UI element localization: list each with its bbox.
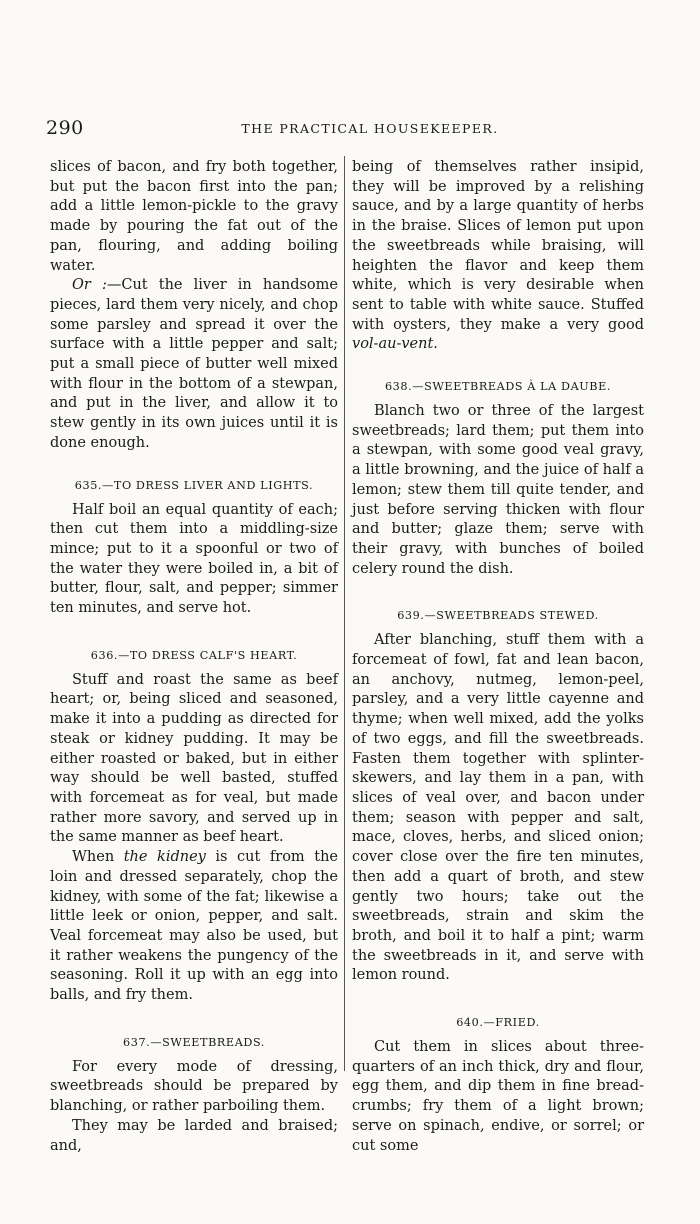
- recipe-body-637a: For every mode of dressing, sweetbreads should be prepared by blanching, or rather parboiling them.: [50, 1058, 338, 1115]
- running-head: THE PRACTICAL HOUSEKEEPER.: [241, 121, 499, 136]
- right-column: [352, 158, 644, 1156]
- recipe-body-637b: They may be larded and braised; and,: [50, 1117, 338, 1154]
- paragraph-continued-right: [352, 158, 644, 355]
- recipe-body-640: Cut them in slices about three-quarters of an inch thick, dry and flour, egg them, and dip them in fine bread-crumbs; fry them of a light brown; serve on spinach, endive, or sorrel; or cut some: [352, 1039, 644, 1154]
- sweetbreads-text: being of themselves rather insipid, they will be improved by a relishing sauce, and by a large quantity of herbs in the braise. Slices of lemon put upon the sweetbreads while braising, will heighten the flavor and keep them white, which is very desirable when sent to table with white sauce. Stuffed with oysters, they make a very good: [352, 159, 644, 333]
- kidney-rest: is cut from the loin and dressed separately, chop the kidney, with some of the fat; likewise a little leek or onion, pepper, and salt. Veal forcemeat may also be used, but it rather weakens the pungency of the seasoning. Roll it up with an egg into balls, and fry them.: [50, 849, 338, 1004]
- vol-au-vent-italic: vol-au-vent.: [352, 336, 438, 353]
- kidney-italic: the kidney: [123, 849, 206, 866]
- left-column: [50, 158, 338, 1156]
- recipe-body-636b: [50, 848, 338, 1006]
- paragraph-or: [50, 276, 338, 453]
- recipe-body-635: Half boil an equal quantity of each; then cut them into a middling-size mince; put to it a spoonful or two of the water they were boiled in, a bit of butter, flour, salt, and pepper; simmer ten minutes, and serve hot.: [50, 501, 338, 617]
- column-divider: [344, 156, 345, 1071]
- recipe-heading-639: 639.—SWEETBREADS STEWED.: [397, 609, 599, 623]
- recipe-heading-638: 638.—SWEETBREADS À LA DAUBE.: [384, 380, 612, 394]
- or-body: Cut the liver in handsome pieces, lard them very nicely, and chop some parsley and spread it over the surface with a little pepper and salt; put a small piece of butter well mixed with flour in the bottom of a stewpan, and put in the liver, and allow it to stew gently in its own juices until it is done enough.: [50, 277, 338, 451]
- recipe-body-638: Blanch two or three of the largest sweetbreads; lard them; put them into a stewpan, with some good veal gravy, a little browning, and the juice of half a lemon; stew them till quite tender, and just before serving thicken with flour and butter; glaze them; serve with their gravy, with bunches of boiled celery round the dish.: [352, 403, 644, 577]
- recipe-heading-635: 635.—TO DRESS LIVER AND LIGHTS.: [74, 478, 314, 492]
- recipe-heading-636: 636.—TO DRESS CALF'S HEART.: [90, 648, 298, 662]
- page-number: 290: [46, 117, 84, 139]
- or-lead: Or :—: [72, 277, 122, 294]
- kidney-pre: When: [72, 849, 124, 866]
- recipe-body-636a: Stuff and roast the same as beef heart; or, being sliced and seasoned, make it into a pudding as directed for steak or kidney pudding. It may be either roasted or baked, but in either way should be well basted, stuffed with forcemeat as for veal, but made rather more savory, and served up in the same manner as beef heart.: [50, 671, 338, 846]
- recipe-heading-637: 637.—SWEETBREADS.: [123, 1035, 265, 1049]
- recipe-body-639: After blanching, stuff them with a forcemeat of fowl, fat and lean bacon, an anchovy, nutmeg, lemon-peel, parsley, and a very little cayenne and thyme; when well mixed, add the yolks of two eggs, and fill the sweetbreads. Fasten them together with splinter-skewers, and lay them in a pan, with slices of veal over, and bacon under them; season with pepper and salt, mace, cloves, herbs, and sliced onion; cover close over the fire ten minutes, then add a quart of broth, and stew gently two hours; take out the sweetbreads, strain and skim the broth, and boil it to half a pint; warm the sweetbreads in it, and serve with lemon round.: [352, 632, 644, 984]
- recipe-heading-640: 640.—FRIED.: [456, 1016, 540, 1030]
- paragraph-continued: slices of bacon, and fry both together, but put the bacon first into the pan; add a little lemon-pickle to the gravy made by pouring the fat out of the pan, flouring, and adding boiling water.: [50, 159, 338, 274]
